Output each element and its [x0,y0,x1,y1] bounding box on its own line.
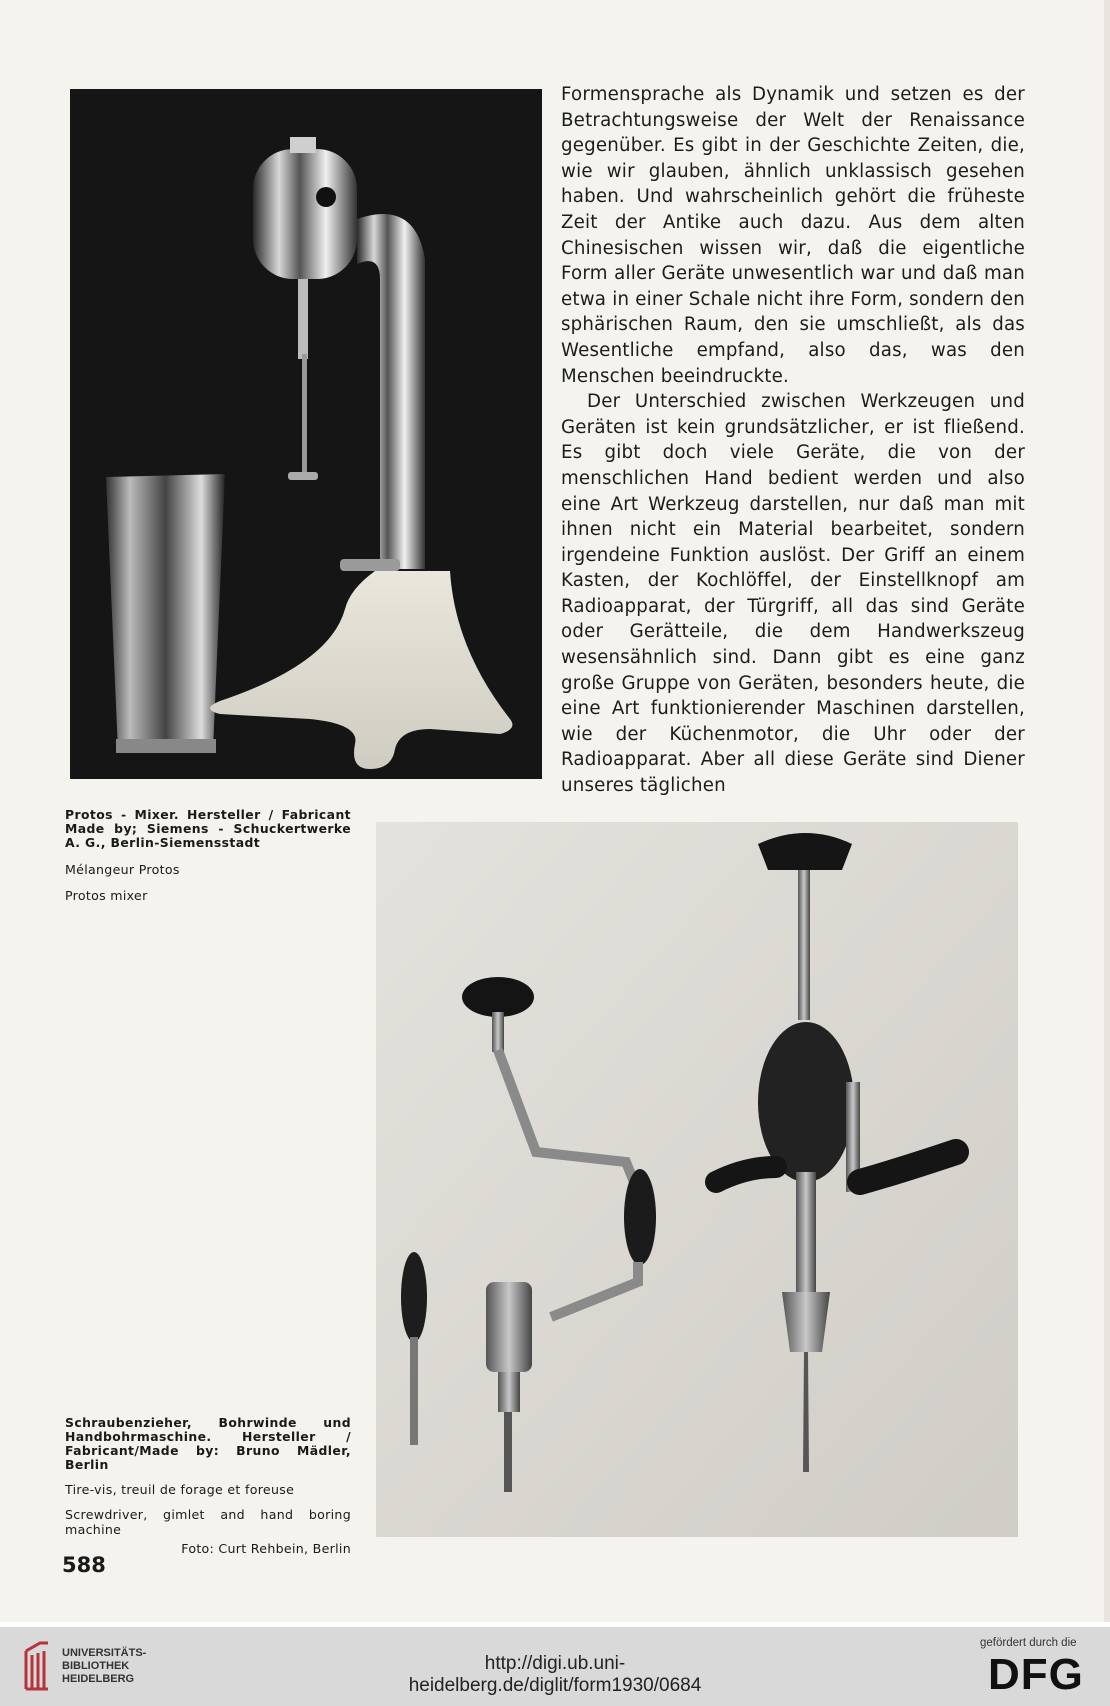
dfg-logo: DFG [988,1650,1084,1699]
page-edge [1104,0,1110,1622]
library-name-line: BIBLIOTHEK [62,1660,130,1672]
library-name [62,1647,146,1686]
photo-credit: Foto: Curt Rehbein, Berlin [181,1541,351,1556]
library-name-line: UNIVERSITÄTS- [62,1647,147,1659]
caption-mixer-english: Protos mixer [65,888,148,903]
caption-mixer [65,808,351,903]
page-number: 588 [62,1553,106,1577]
caption-mixer-credit: Protos - Mixer. Hersteller / Fabricant Made by; Siemens - Schuckertwerke A. G., Berlin-Siemensstadt [65,807,351,850]
source-url-link[interactable]: http://digi.ub.uni-heidelberg.de/diglit/form1930/0684 [408,1653,702,1696]
caption-tools-french: Tire-vis, treuil de forage et foreuse [65,1482,295,1497]
footer-bar [0,1627,1110,1706]
body-paragraph: Der Unterschied zwischen Werkzeugen und Geräten ist kein grundsätzlicher, er ist fließend. Es gibt doch viele Geräte, die von der menschlichen Hand bedient werden und also eine Art Werkzeug darstellen, nur daß man mit ihnen nicht ein Material bearbeitet, sondern irgendeine Funktion auslöst. Der Griff an einem Kasten, der Kochlöffel, der Einstellknopf am Radioapparat, der Türgriff, all das sind Geräte oder Gerätteile, die dem Handwerkszeug wesensähnlich sind. Dann gibt es eine ganz große Gruppe von Geräten, besonders heute, die eine Art funktionierender Maschinen darstellen, wie der Küchenmotor, die Uhr oder der Radioapparat. Aber all diese Geräte sind Diener unseres täglichen [561,391,1025,797]
caption-tools-english: Screwdriver, gimlet and hand boring machine [65,1507,351,1537]
article-body [561,82,1025,799]
funder-label: gefördert durch die [980,1637,1077,1649]
university-library-logo-icon [22,1641,52,1691]
caption-mixer-french: Mélangeur Protos [65,862,180,877]
photo-tools [376,822,1018,1537]
library-name-line: HEIDELBERG [62,1673,135,1685]
photo-protos-mixer [70,89,542,779]
caption-tools-credit: Schraubenzieher, Bohrwinde und Handbohrmaschine. Hersteller / Fabricant/Made by: Bruno Mädler, Berlin [65,1415,351,1472]
body-paragraph: Formensprache als Dynamik und setzen es der Betrachtungsweise der Welt der Renaissance gegenüber. Es gibt in der Geschichte Zeiten, die, wie wir glauben, ähnlich unklassisch gesehen haben. Und wahrscheinlich gehört die früheste Zeit der Antike auch dazu. Aus dem alten Chinesischen wissen wir, daß die eigentliche Form aller Geräte unwesentlich war und daß man etwa in einer Schale nicht ihre Form, sondern den sphärischen Raum, den sie umschließt, als das Wesentliche empfand, also das, was den Menschen beeindruckte. [561,84,1025,387]
caption-tools [65,1416,351,1556]
